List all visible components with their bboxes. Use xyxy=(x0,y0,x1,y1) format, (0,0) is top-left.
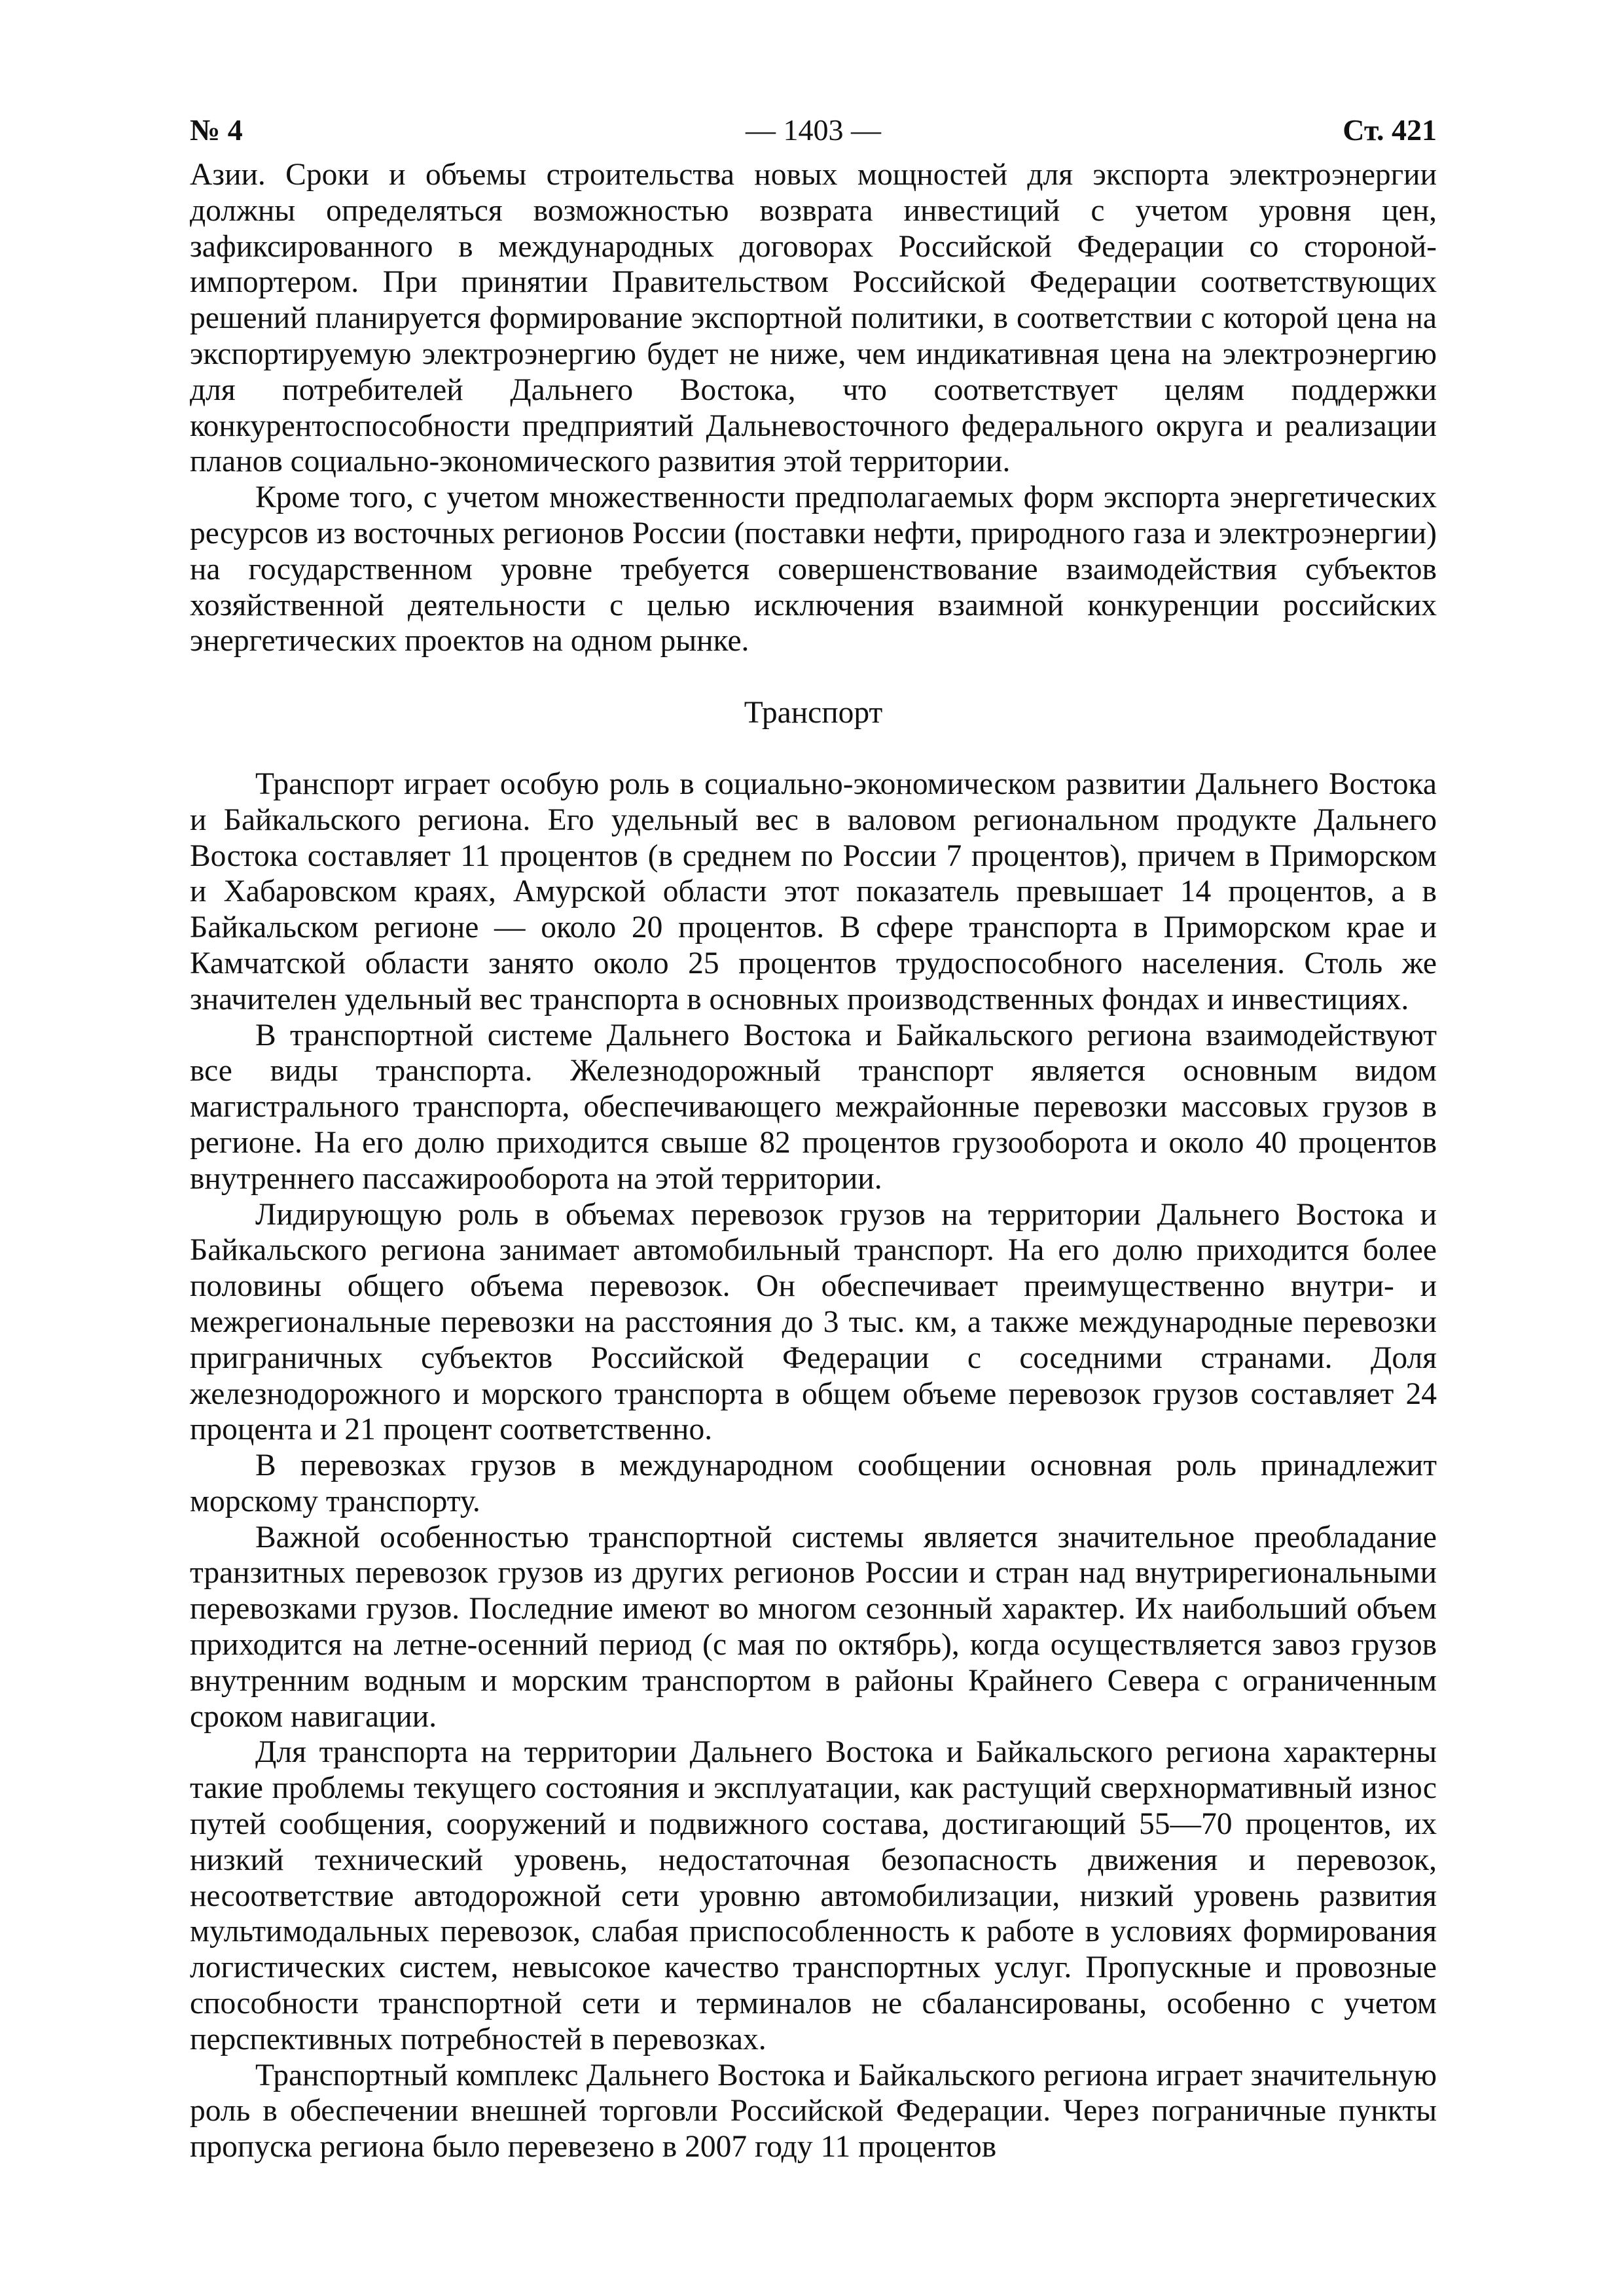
article-number: Ст. 421 xyxy=(1343,113,1437,147)
paragraph: Лидирующую роль в объемах перевозок грузов на территории Дальнего Востока и Байкальского региона занимает автомобильный транспорт. На его долю приходится более половины общего объема перевозок. Он обеспечивает преимущественно внутри- и межрегиональные перевозки на расстояния до 3 тыс. км, а также международные перевозки приграничных субъектов Российской Федерации с соседними странами. Доля железнодорожного и морского транспорта в общем объеме перевозок грузов составляет 24 процента и 21 процент соответственно. xyxy=(190,1197,1437,1447)
paragraph: Транспорт играет особую роль в социально-экономическом развитии Дальнего Востока и Байкальского региона. Его удельный вес в валовом региональном продукте Дальнего Востока составляет 11 процентов (в среднем по России 7 процентов), причем в Приморском и Хабаровском краях, Амурской области этот показатель превышает 14 процентов, а в Байкальском регионе — около 20 процентов. В сфере транспорта в Приморском крае и Камчатской области занято около 25 процентов трудоспособного населения. Столь же значителен удельный вес транспорта в основных производственных фондах и инвестициях. xyxy=(190,766,1437,1016)
paragraph: Транспортный комплекс Дальнего Востока и Байкальского региона играет значительную роль в обеспечении внешней торговли Российской Федерации. Через пограничные пункты пропуска региона было перевезено в 2007 году 11 процентов xyxy=(190,2058,1437,2164)
paragraph: В транспортной системе Дальнего Востока и Байкальского региона взаимодействуют все виды транспорта. Железнодорожный транспорт является основным видом магистрального транспорта, обеспечивающего межрайонные перевозки массовых грузов в регионе. На его долю приходится свыше 82 процентов грузооборота и около 40 процентов внутреннего пассажирооборота на этой территории. xyxy=(190,1018,1437,1196)
paragraph: Азии. Сроки и объемы строительства новых мощностей для экспорта электроэнергии должны определяться возможностью возврата инвестиций с учетом уровня цен, зафиксированного в международных договорах Российской Федерации со стороной-импортером. При принятии Правительством Российской Федерации соответствующих решений планируется формирование экспортной политики, в соответствии с которой цена на экспортируемую электроэнергию будет не ниже, чем индикативная цена на электроэнергию для потребителей Дальнего Востока, что соответствует целям поддержки конкурентоспособности предприятий Дальневосточного федерального округа и реализации планов социально-экономического развития этой территории. xyxy=(190,158,1437,479)
paragraph: Кроме того, с учетом множественности предполагаемых форм экспорта энергетических ресурсов из восточных регионов России (поставки нефти, природного газа и электроэнергии) на государственном уровне требуется совершенствование взаимодействия субъектов хозяйственной деятельности с целью исключения взаимной конкуренции российских энергетических проектов на одном рынке. xyxy=(190,480,1437,658)
page-number: — 1403 — xyxy=(746,113,881,147)
section-title: Транспорт xyxy=(744,696,883,730)
page-header xyxy=(190,105,1437,157)
paragraph: В перевозках грузов в международном сообщении основная роль принадлежит морскому транспорту. xyxy=(190,1448,1437,1518)
paragraph: Для транспорта на территории Дальнего Востока и Байкальского региона характерны такие проблемы текущего состояния и эксплуатации, как растущий сверхнормативный износ путей сообщения, сооружений и подвижного состава, достигающий 55—70 процентов, их низкий технический уровень, недостаточная безопасность движения и перевозок, несоответствие автодорожной сети уровню автомобилизации, низкий уровень развития мультимодальных перевозок, слабая приспособленность к работе в условиях формирования логистических систем, невысокое качество транспортных услуг. Пропускные и провозные способности транспортной сети и терминалов не сбалансированы, особенно с учетом перспективных потребностей в перевозках. xyxy=(190,1735,1437,2056)
document-page xyxy=(190,105,1437,2165)
paragraph: Важной особенностью транспортной системы является значительное преобладание транзитных перевозок грузов из других регионов России и стран над внутрирегиональными перевозками грузов. Последние имеют во многом сезонный характер. Их наибольший объем приходится на летне-осенний период (с мая по октябрь), когда осуществляется завоз грузов внутренним водным и морским транспортом в районы Крайнего Севера с ограниченным сроком навигации. xyxy=(190,1520,1437,1734)
document-body xyxy=(190,157,1437,2165)
issue-number: № 4 xyxy=(190,113,243,147)
